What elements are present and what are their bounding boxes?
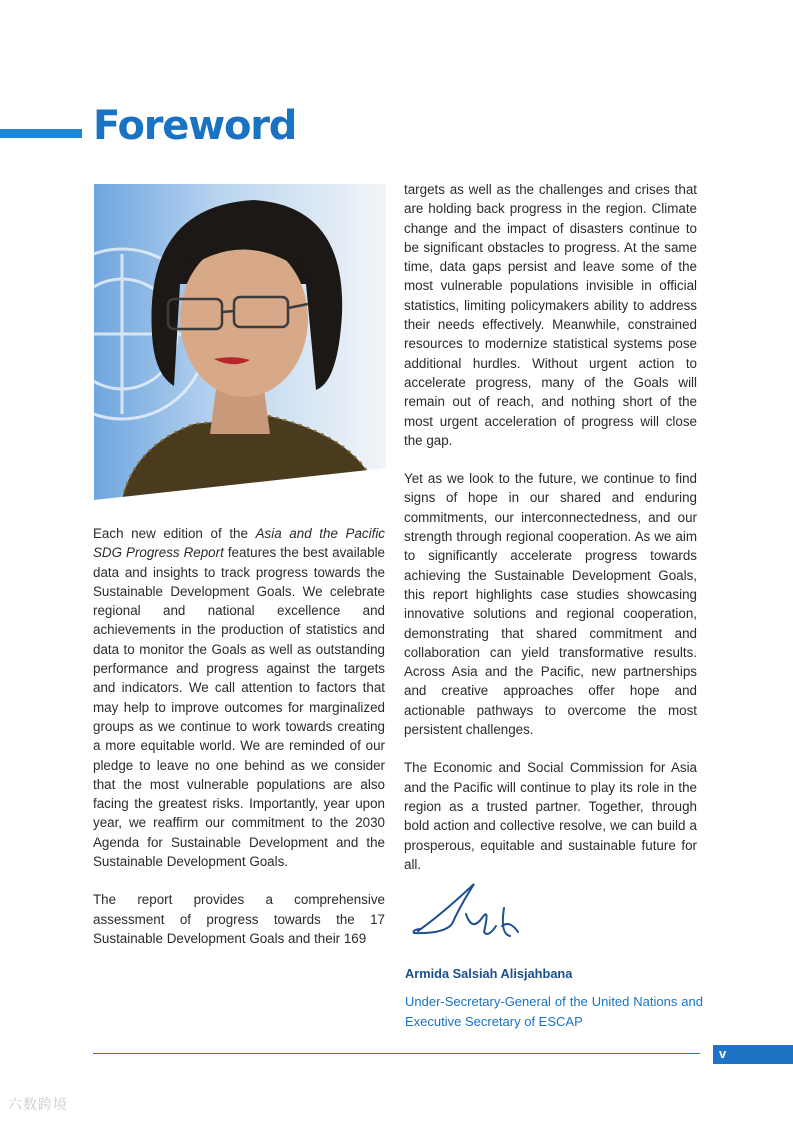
left-column xyxy=(93,524,385,948)
paragraph-2-cont: targets as well as the challenges and crises that are holding back progress in the region. Climate change and the impact of disasters continue to be significant obstacles to progress. At the same time, data gaps persist and leave some of the most vulnerable populations invisible in official statistics, limiting policymakers ability to address their needs effectively. Meanwhile, constrained resources to modernize statistical systems pose additional hurdles. Without urgent action to accelerate progress, many of the Goals will remain out of reach, and nothing short of the most urgent acceleration of progress will close the gap. xyxy=(404,182,697,448)
paragraph-1: Each new edition of the Asia and the Pacific SDG Progress Report features the best available data and insights to track progress towards the Sustainable Development Goals. We celebrate regional and national excellence and achievements in the production of statistics and data to monitor the Goals as well as outstanding performance and progress against the targets and indicators. We call attention to factors that may help to improve outcomes for marginalized groups as we continue to work towards creating a more equitable world. We are reminded of our pledge to leave no one behind as we consider that the most vulnerable populations are also facing the greatest risks. Importantly, year upon year, we reaffirm our commitment to the 2030 Agenda for Sustainable Development and the Sustainable Development Goals. xyxy=(93,526,385,870)
signatory-name: Armida Salsiah Alisjahbana xyxy=(405,966,573,981)
right-column xyxy=(404,180,697,874)
signatory-title: Under-Secretary-General of the United Nations and Executive Secretary of ESCAP xyxy=(405,994,703,1029)
title-accent-bar xyxy=(0,129,82,138)
portrait-photo xyxy=(94,184,386,500)
page-title: Foreword xyxy=(93,103,297,149)
paragraph-2-start: The report provides a comprehensive assessment of progress towards the 17 Sustainable Development Goals and their 169 xyxy=(93,892,385,946)
signature-image xyxy=(410,876,525,946)
footer-rule xyxy=(93,1053,700,1054)
report-title-italic: Asia and the Pacific SDG Progress Report xyxy=(93,526,385,561)
watermark: 六数跨境 xyxy=(8,1096,68,1112)
paragraph-4: The Economic and Social Commission for Asia and the Pacific will continue to play its role in the region as a trusted partner. Together, through bold action and collective resolve, we can build a prosperous, equitable and sustainable future for all. xyxy=(404,760,697,872)
page-number-tab xyxy=(713,1045,793,1064)
paragraph-3: Yet as we look to the future, we continue to find signs of hope in our shared and enduring commitments, our interconnectedness, and our strength through regional cooperation. As we aim to significantly accelerate progress towards achieving the Sustainable Development Goals, this report highlights case studies showcasing innovative solutions and regional cooperation, demonstrating that shared commitment and collaboration can yield transformative results. Across Asia and the Pacific, new partnerships and creative approaches offer hope and actionable pathways to overcome the most persistent challenges. xyxy=(404,471,697,738)
page-number: v xyxy=(719,1046,727,1061)
